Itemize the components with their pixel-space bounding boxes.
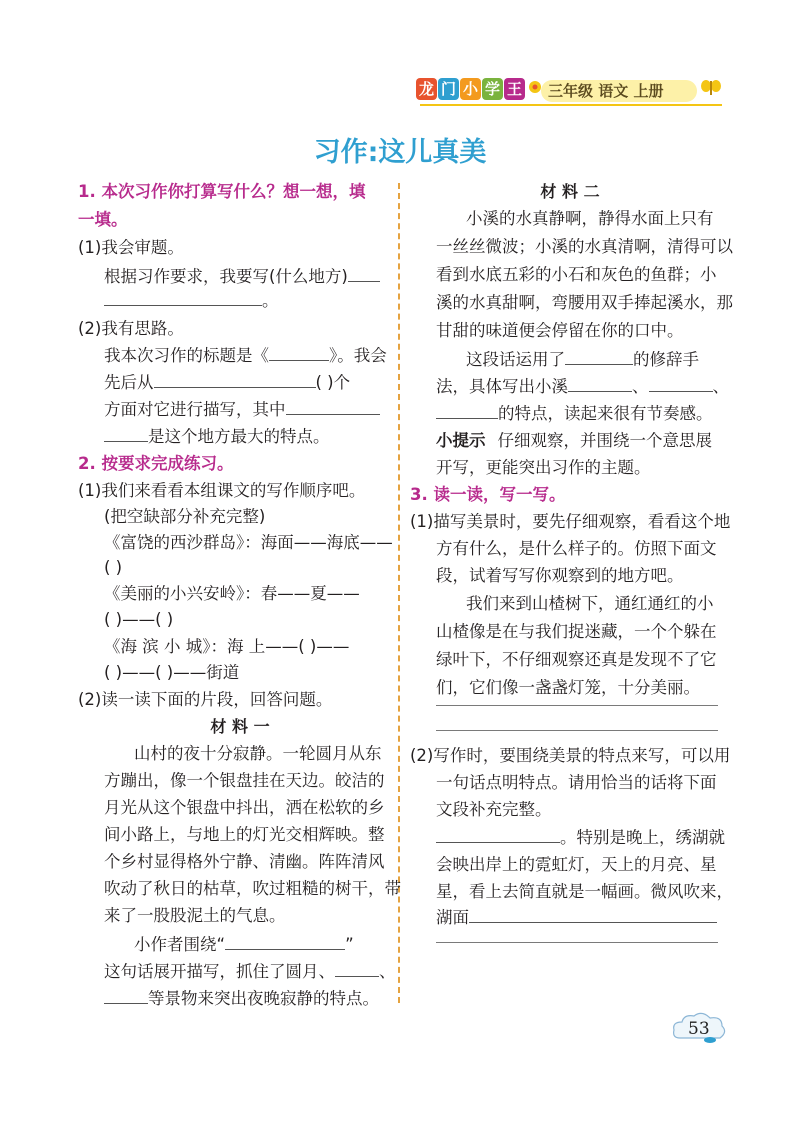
material-2-question: 的特点，读起来很有节奏感。 <box>436 403 713 425</box>
material-1-title: 材 料 一 <box>210 717 270 736</box>
sequence-line: ( )——( ) <box>104 610 174 629</box>
page-number: 53 <box>688 1019 710 1039</box>
example-line: 们，它们像一盏盏灯笼，十分美丽。 <box>436 678 700 697</box>
grade-badge-text: 三年级 语文 上册 <box>548 82 664 100</box>
question-3: 3. 读一读，写一写。 <box>410 485 566 504</box>
header-rule <box>420 104 722 106</box>
completion-line: 湖面 <box>436 907 717 929</box>
material-2-title: 材 料 二 <box>540 182 600 201</box>
answer-blank[interactable] <box>568 376 632 392</box>
tip: 小提示 仔细观察，并围绕一个意思展 <box>436 431 712 450</box>
material-1-line: 个乡村显得格外宁静、清幽。阵阵清风 <box>104 852 385 871</box>
material-1-line: 来了一股股泥土的气息。 <box>104 906 286 925</box>
material-2-line: 甘甜的味道便会停留在你的口中。 <box>436 321 684 340</box>
writing-line[interactable] <box>436 730 718 731</box>
answer-blank[interactable] <box>154 372 316 388</box>
answer-blank[interactable] <box>335 961 379 977</box>
answer-blank[interactable] <box>348 266 380 282</box>
example-line: 山楂像是在与我们捉迷藏，一个个躲在 <box>436 622 717 641</box>
material-2-question: 法，具体写出小溪 、 、 <box>436 377 729 396</box>
sequence-line: ( ) <box>104 558 123 577</box>
part-2-line3: 方面对它进行描写，其中 <box>104 399 380 421</box>
completion-line: 星，看上去简直就是一幅画。微风吹来， <box>436 882 733 901</box>
answer-blank[interactable] <box>436 827 560 843</box>
answer-blank[interactable] <box>104 290 262 306</box>
part-2-line4: 是这个地方最大的特点。 <box>104 426 330 448</box>
answer-blank[interactable] <box>469 907 717 923</box>
question-2: 2. 按要求完成练习。 <box>78 454 234 473</box>
logo-char: 小 <box>460 78 481 100</box>
sequence-line: 《富饶的西沙群岛》：海面——海底—— <box>104 533 393 552</box>
writing-line[interactable] <box>436 942 718 943</box>
example-line: 绿叶下，不仔细观察还真是发现不了它 <box>436 650 717 669</box>
answer-blank[interactable] <box>565 349 633 365</box>
material-1-line: 间小路上，与地上的灯光交相辉映。整 <box>104 825 385 844</box>
completion-line: 。特别是晚上，绣湖就 <box>436 827 725 849</box>
sub-question-2: (2)读一读下面的片段，回答问题。 <box>78 690 333 709</box>
logo-char: 王 <box>504 78 525 100</box>
tip-label: 小提示 <box>436 431 486 450</box>
q3-part-1: 段，试着写写你观察到的地方吧。 <box>436 566 684 585</box>
tip-cont: 开写，更能突出习作的主题。 <box>436 458 651 477</box>
logo-char: 门 <box>438 78 459 100</box>
sub-question-1-hint: (把空缺部分补充完整) <box>104 507 266 526</box>
writing-line[interactable] <box>436 705 718 706</box>
material-1-line: 吹动了秋日的枯草，吹过粗糙的树干，带 <box>104 879 401 898</box>
part-2-line1: 我本次习作的标题是《 》。我会 <box>104 346 387 365</box>
material-2-line: 一丝丝微波；小溪的水真清啊，清得可以 <box>436 237 733 256</box>
part-1-label: (1)我会审题。 <box>78 238 184 257</box>
material-2-question: 这段话运用了 的修辞手 <box>466 350 699 369</box>
series-logo <box>416 78 526 104</box>
q3-part-2: 一句话点明特点。请用恰当的话将下面 <box>436 773 717 792</box>
logo-char: 龙 <box>416 78 437 100</box>
answer-blank[interactable] <box>225 934 345 950</box>
q3-part-2: 文段补充完整。 <box>436 800 552 819</box>
material-1-line: 山村的夜十分寂静。一轮圆月从东 <box>134 744 382 763</box>
material-2-line: 小溪的水真静啊，静得水面上只有 <box>466 209 714 228</box>
material-2-line: 溪的水真甜啊，弯腰用双手捧起溪水，那 <box>436 293 733 312</box>
material-1-line: 方蹦出，像一个银盘挂在天边。皎洁的 <box>104 771 385 790</box>
part-1-text-cont: 。 <box>104 290 279 312</box>
answer-blank[interactable] <box>436 403 498 419</box>
answer-blank[interactable] <box>104 988 148 1004</box>
flower-icon <box>528 80 542 94</box>
material-1-question: 小作者围绕“ ” <box>134 935 354 954</box>
logo-char: 学 <box>482 78 503 100</box>
q3-part-2: (2)写作时，要围绕美景的特点来写，可以用 <box>410 746 731 765</box>
part-2-label: (2)我有思路。 <box>78 319 184 338</box>
butterfly-icon <box>700 78 722 98</box>
answer-blank[interactable] <box>104 426 148 442</box>
page-title: 习作:这儿真美 <box>313 137 487 168</box>
part-1-text: 根据习作要求，我要写(什么地方) <box>104 266 380 288</box>
sub-question-1: (1)我们来看看本组课文的写作顺序吧。 <box>78 481 366 500</box>
material-1-question: 等景物来突出夜晚寂静的特点。 <box>104 988 379 1010</box>
sequence-line: 《海 滨 小 城》：海 上——( )—— <box>104 637 350 656</box>
question-1-cont: 一填。 <box>78 210 128 229</box>
title-blank[interactable] <box>269 345 329 361</box>
example-line: 我们来到山楂树下，通红通红的小 <box>466 594 714 613</box>
answer-blank[interactable] <box>649 376 713 392</box>
part-2-line2: 先后从 ( )个 <box>104 373 351 392</box>
q3-part-1: (1)描写美景时，要先仔细观察，看看这个地 <box>410 512 731 531</box>
q3-part-1: 方有什么，是什么样子的。仿照下面文 <box>436 539 717 558</box>
completion-line: 会映出岸上的霓虹灯，天上的月亮、星 <box>436 855 717 874</box>
sequence-line: ( )——( )——街道 <box>104 663 240 682</box>
answer-blank[interactable] <box>286 399 380 415</box>
sequence-line: 《美丽的小兴安岭》：春——夏—— <box>104 584 360 603</box>
material-1-line: 月光从这个银盘中抖出，洒在松软的乡 <box>104 798 385 817</box>
question-1: 1. 本次习作你打算写什么？想一想，填 <box>78 182 366 201</box>
material-1-question: 这句话展开描写，抓住了圆月、 、 <box>104 962 396 981</box>
material-2-line: 看到水底五彩的小石和灰色的鱼群；小 <box>436 265 717 284</box>
